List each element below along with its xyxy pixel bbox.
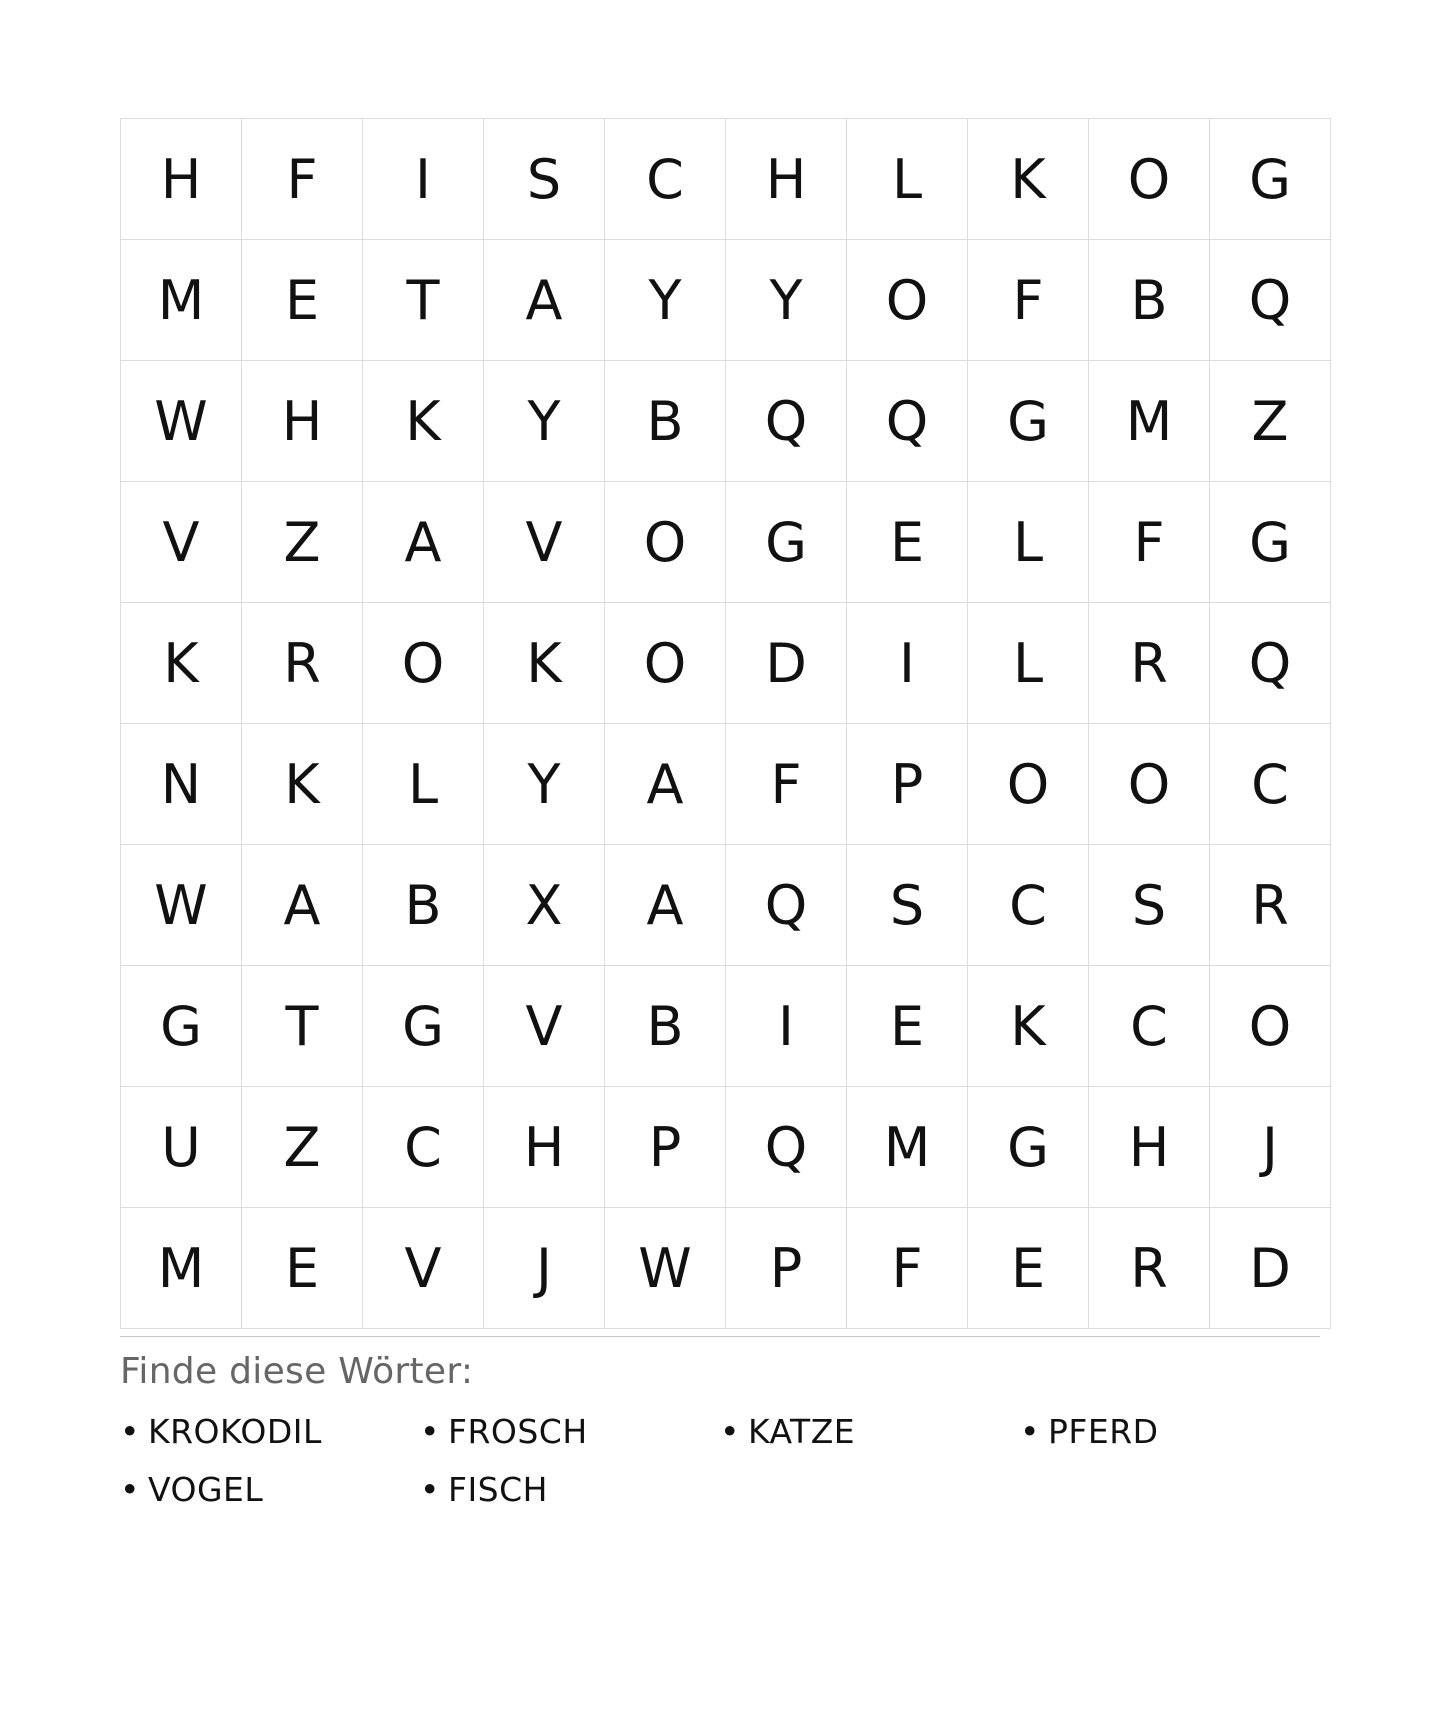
- grid-cell[interactable]: S: [1089, 845, 1210, 966]
- grid-cell[interactable]: K: [242, 724, 363, 845]
- grid-cell[interactable]: O: [968, 724, 1089, 845]
- grid-cell[interactable]: B: [1089, 240, 1210, 361]
- table-row: [121, 361, 1331, 482]
- grid-cell[interactable]: L: [363, 724, 484, 845]
- grid-cell[interactable]: E: [242, 240, 363, 361]
- word-label: FISCH: [447, 1470, 548, 1509]
- grid-cell[interactable]: C: [968, 845, 1089, 966]
- grid-cell[interactable]: Z: [1210, 361, 1331, 482]
- grid-cell[interactable]: O: [1210, 966, 1331, 1087]
- bullet-icon: •: [120, 1412, 140, 1451]
- grid-cell[interactable]: B: [363, 845, 484, 966]
- word-list-title: Finde diese Wörter:: [120, 1351, 474, 1392]
- grid-cell[interactable]: R: [1089, 1208, 1210, 1329]
- word-item-katze[interactable]: [720, 1412, 855, 1451]
- grid-cell[interactable]: A: [605, 845, 726, 966]
- bullet-icon: •: [420, 1470, 440, 1509]
- grid-cell[interactable]: U: [121, 1087, 242, 1208]
- grid-cell[interactable]: E: [242, 1208, 363, 1329]
- grid-cell[interactable]: C: [363, 1087, 484, 1208]
- grid-cell[interactable]: K: [968, 966, 1089, 1087]
- grid-cell[interactable]: G: [968, 361, 1089, 482]
- grid-cell[interactable]: A: [363, 482, 484, 603]
- grid-cell[interactable]: Y: [484, 724, 605, 845]
- word-label: PFERD: [1047, 1412, 1159, 1451]
- grid-cell[interactable]: O: [1089, 119, 1210, 240]
- table-row: [121, 966, 1331, 1087]
- grid-cell[interactable]: I: [847, 603, 968, 724]
- grid-cell[interactable]: H: [121, 119, 242, 240]
- grid-cell[interactable]: B: [605, 361, 726, 482]
- bullet-icon: •: [720, 1412, 740, 1451]
- grid-cell[interactable]: F: [242, 119, 363, 240]
- grid-cell[interactable]: F: [968, 240, 1089, 361]
- grid-cell[interactable]: P: [726, 1208, 847, 1329]
- grid-cell[interactable]: X: [484, 845, 605, 966]
- grid-cell[interactable]: Q: [726, 1087, 847, 1208]
- grid-cell[interactable]: F: [847, 1208, 968, 1329]
- bullet-icon: •: [1020, 1412, 1040, 1451]
- grid-cell[interactable]: C: [605, 119, 726, 240]
- word-label: VOGEL: [147, 1470, 264, 1509]
- grid-cell[interactable]: A: [605, 724, 726, 845]
- grid-cell[interactable]: D: [1210, 1208, 1331, 1329]
- grid-cell[interactable]: I: [726, 966, 847, 1087]
- grid-cell[interactable]: V: [363, 1208, 484, 1329]
- bullet-icon: •: [120, 1470, 140, 1509]
- grid-cell[interactable]: M: [1089, 361, 1210, 482]
- grid-cell[interactable]: W: [121, 845, 242, 966]
- grid-cell[interactable]: Q: [726, 845, 847, 966]
- grid-cell[interactable]: Y: [726, 240, 847, 361]
- grid-cell[interactable]: P: [847, 724, 968, 845]
- divider: [120, 1336, 1320, 1337]
- grid-cell[interactable]: O: [847, 240, 968, 361]
- grid-cell[interactable]: C: [1210, 724, 1331, 845]
- word-label: FROSCH: [447, 1412, 588, 1451]
- grid-cell[interactable]: G: [726, 482, 847, 603]
- grid-cell[interactable]: T: [242, 966, 363, 1087]
- word-label: KATZE: [747, 1412, 856, 1451]
- grid-cell[interactable]: H: [1089, 1087, 1210, 1208]
- grid-cell[interactable]: N: [121, 724, 242, 845]
- grid-cell[interactable]: Q: [1210, 240, 1331, 361]
- grid-body: [121, 119, 1331, 1329]
- grid-cell[interactable]: B: [605, 966, 726, 1087]
- grid-cell[interactable]: G: [363, 966, 484, 1087]
- grid-cell[interactable]: H: [242, 361, 363, 482]
- table-row: [121, 119, 1331, 240]
- grid-cell[interactable]: Z: [242, 482, 363, 603]
- grid-cell[interactable]: V: [121, 482, 242, 603]
- table-row: [121, 1087, 1331, 1208]
- table-row: [121, 603, 1331, 724]
- grid-cell[interactable]: Z: [242, 1087, 363, 1208]
- grid-cell[interactable]: W: [605, 1208, 726, 1329]
- table-row: [121, 1208, 1331, 1329]
- grid-cell[interactable]: V: [484, 966, 605, 1087]
- grid-cell[interactable]: L: [968, 482, 1089, 603]
- grid-cell[interactable]: Y: [484, 361, 605, 482]
- grid-cell[interactable]: O: [363, 603, 484, 724]
- table-row: [121, 845, 1331, 966]
- word-item-fisch[interactable]: [420, 1470, 548, 1509]
- word-list-row: [120, 1412, 1320, 1470]
- grid-cell[interactable]: F: [1089, 482, 1210, 603]
- grid-cell[interactable]: O: [605, 603, 726, 724]
- grid-cell[interactable]: Q: [726, 361, 847, 482]
- grid-cell[interactable]: V: [484, 482, 605, 603]
- table-row: [121, 482, 1331, 603]
- grid-cell[interactable]: D: [726, 603, 847, 724]
- grid-cell[interactable]: K: [968, 119, 1089, 240]
- grid-cell[interactable]: S: [484, 119, 605, 240]
- grid-cell[interactable]: A: [242, 845, 363, 966]
- word-item-frosch[interactable]: [420, 1412, 588, 1451]
- grid-cell[interactable]: L: [968, 603, 1089, 724]
- word-list-section: [120, 1336, 1320, 1528]
- grid-cell[interactable]: H: [726, 119, 847, 240]
- grid-cell[interactable]: G: [1210, 119, 1331, 240]
- grid-cell[interactable]: A: [484, 240, 605, 361]
- table-row: [121, 724, 1331, 845]
- grid-cell[interactable]: M: [847, 1087, 968, 1208]
- grid-cell[interactable]: Q: [1210, 603, 1331, 724]
- grid-cell[interactable]: S: [847, 845, 968, 966]
- grid-cell[interactable]: M: [121, 240, 242, 361]
- grid-cell[interactable]: R: [1089, 603, 1210, 724]
- grid-cell[interactable]: Q: [847, 361, 968, 482]
- bullet-icon: •: [420, 1412, 440, 1451]
- grid-cell[interactable]: F: [726, 724, 847, 845]
- word-item-krokodil[interactable]: [120, 1412, 322, 1451]
- grid-cell[interactable]: M: [121, 1208, 242, 1329]
- grid-cell[interactable]: L: [847, 119, 968, 240]
- grid-cell[interactable]: O: [605, 482, 726, 603]
- word-list-row: [120, 1470, 1320, 1528]
- grid-cell[interactable]: H: [484, 1087, 605, 1208]
- grid-cell[interactable]: E: [847, 966, 968, 1087]
- grid-cell[interactable]: C: [1089, 966, 1210, 1087]
- word-item-pferd[interactable]: [1020, 1412, 1159, 1451]
- grid-cell[interactable]: K: [121, 603, 242, 724]
- word-label: KROKODIL: [147, 1412, 322, 1451]
- grid-cell[interactable]: Y: [605, 240, 726, 361]
- grid-cell[interactable]: J: [484, 1208, 605, 1329]
- grid-cell[interactable]: I: [363, 119, 484, 240]
- grid-cell[interactable]: E: [968, 1208, 1089, 1329]
- grid-cell[interactable]: G: [968, 1087, 1089, 1208]
- grid-cell[interactable]: O: [1089, 724, 1210, 845]
- grid-cell[interactable]: R: [1210, 845, 1331, 966]
- grid-cell[interactable]: K: [363, 361, 484, 482]
- grid-cell[interactable]: E: [847, 482, 968, 603]
- word-search-grid: [120, 118, 1331, 1329]
- table-row: [121, 240, 1331, 361]
- word-item-vogel[interactable]: [120, 1470, 263, 1509]
- grid-cell[interactable]: K: [484, 603, 605, 724]
- grid-cell[interactable]: P: [605, 1087, 726, 1208]
- grid-cell[interactable]: J: [1210, 1087, 1331, 1208]
- grid-cell[interactable]: G: [1210, 482, 1331, 603]
- grid-cell[interactable]: T: [363, 240, 484, 361]
- grid-cell[interactable]: W: [121, 361, 242, 482]
- grid-cell[interactable]: R: [242, 603, 363, 724]
- grid-cell[interactable]: G: [121, 966, 242, 1087]
